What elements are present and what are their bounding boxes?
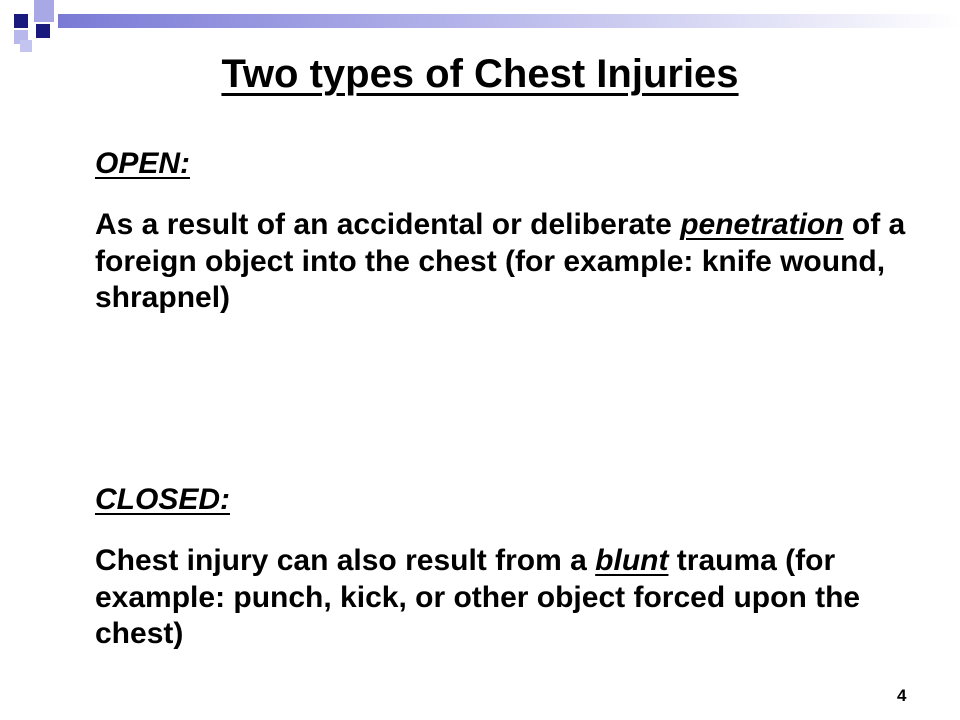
header-gradient-bar	[58, 14, 960, 28]
closed-section	[95, 482, 915, 653]
open-section	[95, 146, 915, 317]
open-text-before: As a result of an accidental or deliberate	[95, 208, 681, 241]
closed-heading: CLOSED:	[95, 483, 230, 516]
open-text-after: of a foreign object into the chest (for example: knife wound, shrapnel)	[95, 208, 906, 314]
closed-description	[95, 543, 915, 653]
closed-text-before: Chest injury can also result from a	[95, 544, 596, 577]
open-heading: OPEN:	[95, 147, 191, 180]
page-number: 4	[897, 686, 907, 705]
corner-square-dark-top	[14, 14, 28, 28]
closed-text-after: trauma (for example: punch, kick, or other object forced upon the chest)	[95, 544, 861, 650]
open-emphasis: penetration	[680, 208, 844, 241]
open-description	[95, 207, 915, 317]
closed-emphasis: blunt	[595, 544, 669, 577]
corner-square-light-top	[34, 0, 54, 22]
corner-square-dark-bottom	[36, 24, 50, 38]
slide-title: Two types of Chest Injuries	[221, 52, 739, 96]
